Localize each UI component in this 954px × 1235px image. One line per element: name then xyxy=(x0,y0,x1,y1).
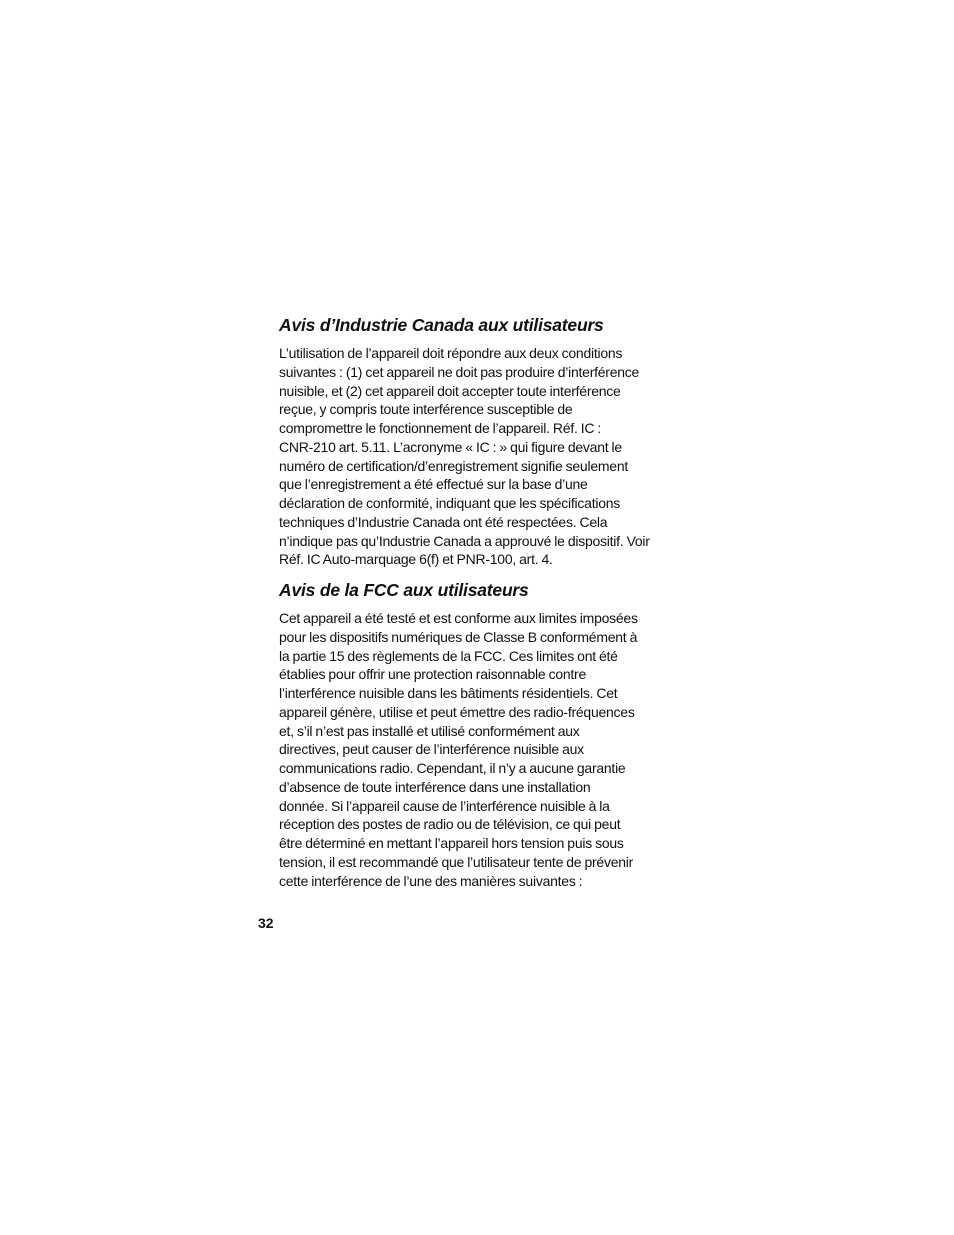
paragraph-line: L’utilisation de l’appareil doit répondre aux deux conditions xyxy=(279,345,623,361)
paragraph-line: cette interférence de l’une des manières suivantes : xyxy=(279,872,583,889)
paragraph-line: réception des postes de radio ou de télévision, ce qui peut xyxy=(279,816,621,833)
paragraph-line: établies pour offrir une protection raisonnable contre xyxy=(279,666,586,683)
paragraph-line: d’absence de toute interférence dans une installation xyxy=(279,778,591,795)
fcc-paragraph xyxy=(279,609,669,890)
paragraph-line: pour les dispositifs numériques de Classe B conformément à xyxy=(279,628,638,645)
paragraph-line: la partie 15 des règlements de la FCC. Ces limites ont été xyxy=(279,647,618,664)
paragraph-line: nuisible, et (2) cet appareil doit accepter toute interférence xyxy=(279,382,621,399)
paragraph-line: CNR-210 art. 5.11. L’acronyme « IC : » qui figure devant le xyxy=(279,438,622,455)
paragraph-line: Réf. IC Auto-marquage 6(f) et PNR-100, art. 4. xyxy=(279,551,553,568)
paragraph-line: Cet appareil a été testé et est conforme aux limites imposées xyxy=(279,610,638,626)
section-heading-industry-canada: Avis d’Industrie Canada aux utilisateurs xyxy=(279,315,604,335)
paragraph-line: tension, il est recommandé que l’utilisateur tente de prévenir xyxy=(279,853,634,870)
paragraph-line: reçue, y compris toute interférence susceptible de xyxy=(279,401,573,418)
paragraph-line: communications radio. Cependant, il n’y a aucune garantie xyxy=(279,760,626,776)
page-content xyxy=(279,312,669,890)
paragraph-line: compromettre le fonctionnement de l’appareil. Réf. IC : xyxy=(279,420,602,436)
paragraph-line: n’indique pas qu’Industrie Canada a approuvé le dispositif. Voir xyxy=(279,532,650,549)
paragraph-line: suivantes : (1) cet appareil ne doit pas produire d’interférence xyxy=(279,363,640,380)
section-heading-fcc: Avis de la FCC aux utilisateurs xyxy=(279,580,529,600)
paragraph-line: donnée. Si l’appareil cause de l’interférence nuisible à la xyxy=(279,797,610,814)
paragraph-line: numéro de certification/d’enregistrement signifie seulement xyxy=(279,457,628,474)
page-number: 32 xyxy=(258,915,274,931)
paragraph-line: directives, peut causer de l’interférence nuisible aux xyxy=(279,741,584,758)
paragraph-line: être déterminé en mettant l’appareil hors tension puis sous xyxy=(279,835,624,851)
paragraph-line: déclaration de conformité, indiquant que les spécifications xyxy=(279,495,621,511)
paragraph-line: et, s’il n’est pas installé et utilisé conformément aux xyxy=(279,722,580,739)
paragraph-line: l’interférence nuisible dans les bâtiments résidentiels. Cet xyxy=(279,685,618,701)
industry-canada-paragraph xyxy=(279,344,669,569)
paragraph-line: techniques d’Industrie Canada ont été respectées. Cela xyxy=(279,513,608,530)
paragraph-line: appareil génère, utilise et peut émettre des radio-fréquences xyxy=(279,703,635,720)
paragraph-line: que l’enregistrement a été effectué sur la base d’une xyxy=(279,476,588,493)
